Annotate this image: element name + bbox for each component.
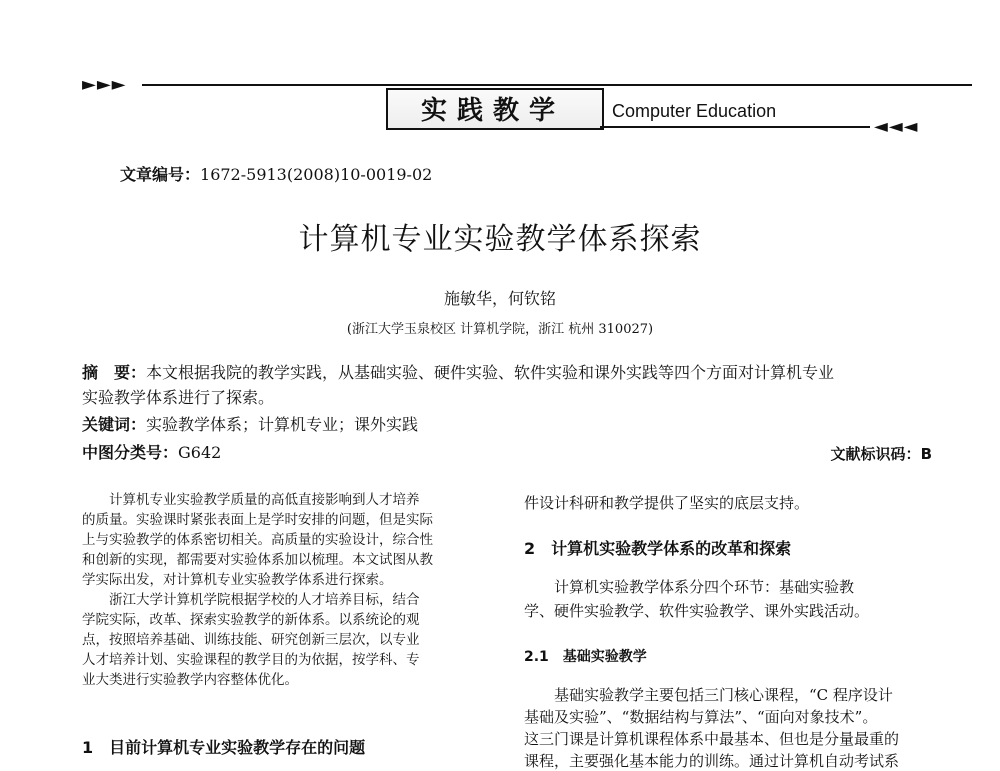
classification-label: 中图分类号： [82,443,179,462]
body-line: 这三门课是计算机课程体系中最基本、但也是分量最重的 [524,730,900,748]
decorative-arrows-right: ◄◄◄ [874,116,919,137]
body-line: 业大类进行实验教学内容整体优化。 [82,672,298,688]
paper-authors: 施敏华，何钦铭 [443,289,556,308]
abstract [82,360,834,383]
keywords-value: 实验教学体系；计算机专业；课外实践 [146,415,419,434]
body-line: 的质量。实验课时紧张表面上是学时安排的问题，但是实际 [82,512,433,528]
body-line: 和创新的实现，都需要对实验体系加以梳理。本文试图从教 [82,552,433,568]
body-line: 人才培养计划、实验课程的教学目的为依据，按学科、专 [82,652,420,668]
section-heading-2: 2 计算机实验教学体系的改革和探索 [524,539,792,558]
decorative-arrows-left: ►►► [82,74,127,95]
section-heading-1: 1 目前计算机专业实验教学存在的问题 [82,738,366,757]
article-number [120,162,432,185]
classification-value: G642 [178,443,222,462]
subsection-heading-2-1: 2.1 基础实验教学 [524,649,647,665]
body-line: 浙江大学计算机学院根据学校的人才培养目标，结合 [82,592,420,608]
article-number-value: 1672-5913(2008)10-0019-02 [200,165,433,184]
body-line: 计算机专业实验教学质量的高低直接影响到人才培养 [82,492,420,508]
body-line: 学、硬件实验教学、软件实验教学、课外实践活动。 [524,602,870,620]
body-line: 计算机实验教学体系分四个环节：基础实验教 [524,578,855,596]
keywords [82,412,418,435]
abstract-label: 摘 要： [82,363,147,382]
keywords-label: 关键词： [82,415,147,434]
body-line: 基础及实验”、“数据结构与算法”、“面向对象技术”。 [524,708,878,726]
body-line: 学实际出发，对计算机专业实验教学体系进行探索。 [82,572,393,588]
document-code-label: 文献标识码： [830,445,921,463]
body-line: 上与实验教学的体系密切相关。高质量的实验设计，综合性 [82,532,433,548]
body-line: 基础实验教学主要包括三门核心课程，“C 程序设计 [524,686,893,704]
body-line: 件设计科研和教学提供了坚实的底层支持。 [524,494,810,512]
article-number-label: 文章编号： [120,165,201,184]
classification [82,440,221,463]
body-line: 课程，主要强化基本能力的训练。通过计算机自动考试系 [524,752,900,770]
body-line: 点，按照培养基础、训练技能、研究创新三层次，以专业 [82,632,420,648]
abstract-line-2: 实验教学体系进行了探索。 [82,388,275,407]
header-rule-bottom [600,126,870,128]
section-label: 实践教学 [420,96,565,126]
document-code-value: B [920,445,932,463]
body-line: 学院实际，改革、探索实验教学的新体系。以系统论的观 [82,612,420,628]
document-code [831,443,932,464]
section-label-en: Computer Education [612,101,777,121]
header-rule-top [142,84,972,86]
paper-affiliation: (浙江大学玉泉校区 计算机学院，浙江 杭州 310027) [346,322,654,337]
abstract-line-1: 本文根据我院的教学实践，从基础实验、硬件实验、软件实验和课外实践等四个方面对计算机专业 [146,363,835,382]
paper-title: 计算机专业实验教学体系探索 [298,222,702,257]
